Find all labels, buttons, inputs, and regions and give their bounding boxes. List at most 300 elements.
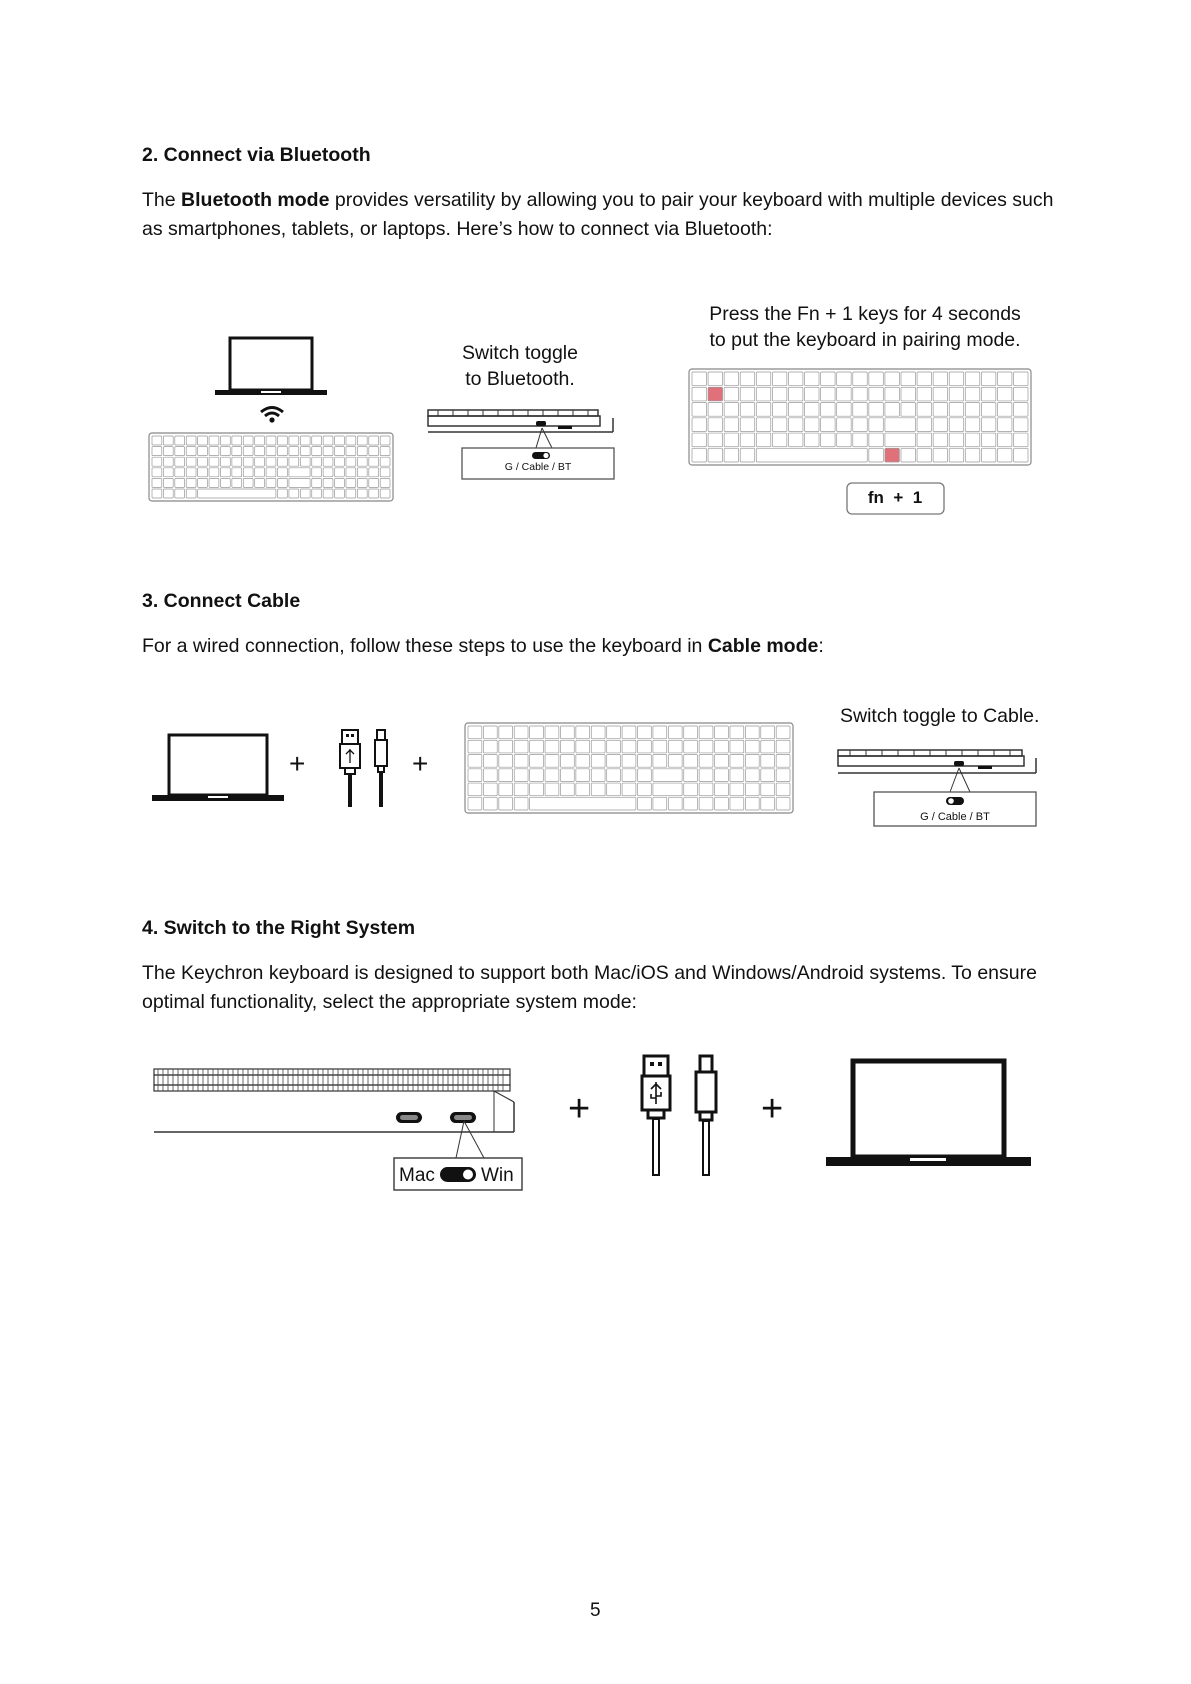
key (933, 387, 947, 401)
key (175, 436, 185, 445)
key (380, 457, 390, 466)
key (653, 726, 667, 739)
key (761, 740, 775, 753)
key (380, 436, 390, 445)
para-text: provides versatility by allowing you to pair your keyboard with multiple devices such as smartphones, tablets, or laptops. Here’s how to connect via Bluetooth: (142, 189, 1054, 240)
para-text: : (818, 635, 824, 657)
key (243, 468, 253, 477)
key (175, 489, 185, 498)
key (335, 457, 345, 466)
highlighted-key (708, 387, 722, 401)
key (788, 418, 802, 432)
key (965, 387, 979, 401)
key (917, 403, 931, 417)
key (278, 489, 288, 498)
key (591, 740, 605, 753)
key (622, 726, 636, 739)
key (514, 755, 528, 768)
key (243, 436, 253, 445)
key (949, 372, 963, 386)
key (468, 783, 482, 796)
key (278, 436, 288, 445)
caption-switch-toggle (430, 340, 610, 392)
key (545, 783, 559, 796)
switch-label: G / Cable / BT (920, 811, 990, 823)
key (243, 457, 253, 466)
key (560, 783, 574, 796)
key (745, 755, 759, 768)
key (981, 387, 995, 401)
key (209, 457, 219, 466)
key (300, 489, 310, 498)
usb-c-cable-icon (694, 1054, 718, 1178)
key (869, 433, 883, 447)
key (869, 403, 883, 417)
key (949, 448, 963, 462)
key (724, 372, 738, 386)
key (997, 448, 1011, 462)
key (220, 468, 230, 477)
key (837, 387, 851, 401)
key (653, 740, 667, 753)
key (653, 755, 667, 768)
key (530, 769, 544, 782)
key (560, 726, 574, 739)
key (198, 457, 208, 466)
key (607, 783, 621, 796)
key (576, 769, 590, 782)
key (346, 457, 356, 466)
key (209, 436, 219, 445)
key (514, 783, 528, 796)
highlighted-key (885, 448, 899, 462)
key (266, 436, 276, 445)
key (715, 783, 729, 796)
key (740, 433, 754, 447)
key (761, 769, 775, 782)
key (209, 468, 219, 477)
para-bold-term: Cable mode (707, 635, 819, 657)
key (346, 468, 356, 477)
key (715, 797, 729, 810)
key (917, 448, 931, 462)
key (724, 403, 738, 417)
key (740, 448, 754, 462)
key (220, 436, 230, 445)
key (232, 468, 242, 477)
key (591, 726, 605, 739)
key (300, 447, 310, 456)
key (622, 783, 636, 796)
key (220, 447, 230, 456)
key (756, 448, 867, 462)
key (266, 447, 276, 456)
key (805, 418, 819, 432)
key (933, 418, 947, 432)
key (821, 372, 835, 386)
key (163, 436, 173, 445)
key (255, 457, 265, 466)
key (708, 403, 722, 417)
key (684, 769, 698, 782)
key (607, 769, 621, 782)
usb-c-cable-icon (373, 728, 389, 808)
key (369, 436, 379, 445)
key (220, 478, 230, 487)
key (622, 740, 636, 753)
key (668, 726, 682, 739)
key (776, 783, 790, 796)
key (684, 755, 698, 768)
key (335, 447, 345, 456)
key (545, 740, 559, 753)
key (175, 468, 185, 477)
key (724, 418, 738, 432)
caption-line: to Bluetooth. (465, 368, 575, 390)
key (175, 457, 185, 466)
para-text: The (142, 189, 182, 211)
key (483, 797, 497, 810)
key (622, 769, 636, 782)
key (917, 433, 931, 447)
key (699, 797, 713, 810)
key (346, 478, 356, 487)
keyboard-side-os-switch-diagram (154, 1066, 524, 1196)
key (576, 783, 590, 796)
plus-sign: + (568, 1088, 591, 1130)
key (949, 418, 963, 432)
key (591, 769, 605, 782)
key (740, 372, 754, 386)
key (638, 769, 652, 782)
key (499, 769, 513, 782)
key (668, 755, 682, 768)
key (708, 372, 722, 386)
key (761, 797, 775, 810)
key (346, 447, 356, 456)
key (821, 403, 835, 417)
key (708, 448, 722, 462)
key (684, 783, 698, 796)
key (730, 726, 744, 739)
key (530, 755, 544, 768)
key (684, 740, 698, 753)
key (805, 387, 819, 401)
key (380, 468, 390, 477)
key (530, 797, 636, 810)
key (699, 769, 713, 782)
key (745, 740, 759, 753)
key (965, 448, 979, 462)
key (805, 372, 819, 386)
key (369, 457, 379, 466)
key (483, 740, 497, 753)
key (335, 436, 345, 445)
key (853, 433, 867, 447)
key (576, 755, 590, 768)
key (163, 447, 173, 456)
key (724, 448, 738, 462)
key (380, 447, 390, 456)
key (740, 418, 754, 432)
key (369, 447, 379, 456)
key (186, 436, 196, 445)
key (917, 372, 931, 386)
key (837, 433, 851, 447)
key (255, 436, 265, 445)
key (152, 478, 162, 487)
key (545, 726, 559, 739)
key (981, 448, 995, 462)
key (772, 387, 786, 401)
plus-sign: + (412, 748, 429, 779)
key (369, 478, 379, 487)
key (312, 447, 322, 456)
section-2-heading: 2. Connect via Bluetooth (142, 144, 371, 166)
key (965, 418, 979, 432)
key (745, 769, 759, 782)
key (699, 755, 713, 768)
key (198, 436, 208, 445)
key (997, 418, 1011, 432)
key (730, 797, 744, 810)
key (1014, 418, 1028, 432)
key (756, 372, 770, 386)
key (232, 436, 242, 445)
key (853, 387, 867, 401)
key (997, 372, 1011, 386)
section-2-paragraph (142, 186, 1062, 244)
key (756, 403, 770, 417)
key (853, 372, 867, 386)
key (323, 468, 333, 477)
key (853, 418, 867, 432)
keyboard-icon (148, 432, 394, 502)
key (692, 387, 706, 401)
key (997, 433, 1011, 447)
key (869, 387, 883, 401)
key (761, 755, 775, 768)
key (514, 740, 528, 753)
key (684, 726, 698, 739)
key (997, 387, 1011, 401)
key (499, 726, 513, 739)
key (369, 489, 379, 498)
key (933, 372, 947, 386)
key (560, 769, 574, 782)
key (885, 403, 899, 417)
key (357, 447, 367, 456)
key (232, 457, 242, 466)
key (788, 387, 802, 401)
key (949, 433, 963, 447)
key (715, 740, 729, 753)
key (266, 468, 276, 477)
key (289, 436, 299, 445)
key (483, 783, 497, 796)
key (152, 489, 162, 498)
key (788, 403, 802, 417)
key (821, 387, 835, 401)
key (981, 403, 995, 417)
key (692, 448, 706, 462)
keyboard-icon (688, 368, 1032, 466)
key (323, 447, 333, 456)
key (699, 783, 713, 796)
plus-sign: + (289, 748, 306, 779)
key (821, 433, 835, 447)
key (186, 468, 196, 477)
key (622, 755, 636, 768)
key (499, 740, 513, 753)
key (530, 783, 544, 796)
key (545, 769, 559, 782)
key (266, 457, 276, 466)
key (981, 433, 995, 447)
plus-sign: + (761, 1088, 784, 1130)
key (152, 447, 162, 456)
key (289, 489, 299, 498)
key (468, 726, 482, 739)
key (837, 372, 851, 386)
switch-label: G / Cable / BT (504, 461, 572, 473)
key (255, 447, 265, 456)
win-label: Win (481, 1165, 514, 1186)
key (483, 769, 497, 782)
key (357, 478, 367, 487)
key (756, 387, 770, 401)
key (1014, 403, 1028, 417)
key (885, 418, 916, 432)
key (468, 755, 482, 768)
key (357, 436, 367, 445)
key (885, 433, 916, 447)
key (369, 468, 379, 477)
key (323, 489, 333, 498)
key (278, 447, 288, 456)
key (715, 755, 729, 768)
key (278, 468, 288, 477)
key (220, 457, 230, 466)
mac-label: Mac (399, 1165, 435, 1186)
key (175, 447, 185, 456)
key (730, 769, 744, 782)
key (724, 387, 738, 401)
key (653, 783, 682, 796)
key (607, 726, 621, 739)
key (684, 797, 698, 810)
key (869, 448, 883, 462)
caption-line: to put the keyboard in pairing mode. (709, 329, 1021, 351)
key (545, 755, 559, 768)
key (756, 418, 770, 432)
caption-pairing-mode (690, 301, 1040, 353)
key (468, 797, 482, 810)
key (901, 403, 915, 417)
section-3-paragraph (142, 632, 1062, 661)
key (1014, 372, 1028, 386)
key (901, 372, 915, 386)
section-4-paragraph: The Keychron keyboard is designed to support both Mac/iOS and Windows/Android systems. To ensure optimal functionality, select the appropriate system mode: (142, 962, 1037, 1013)
key (692, 418, 706, 432)
key (772, 418, 786, 432)
key (163, 457, 173, 466)
key (805, 433, 819, 447)
key (312, 478, 322, 487)
key (335, 489, 345, 498)
key (653, 769, 682, 782)
key (638, 755, 652, 768)
key (740, 403, 754, 417)
section-4-heading: 4. Switch to the Right System (142, 917, 416, 939)
key (730, 783, 744, 796)
key (638, 783, 652, 796)
key (312, 457, 322, 466)
caption-switch-cable: Switch toggle to Cable. (840, 705, 1040, 727)
laptop-icon (152, 733, 284, 803)
key (312, 489, 322, 498)
wifi-icon (259, 405, 285, 423)
key (186, 478, 196, 487)
key (323, 478, 333, 487)
key (699, 740, 713, 753)
key (869, 418, 883, 432)
key (730, 740, 744, 753)
key (152, 457, 162, 466)
key (740, 387, 754, 401)
key (772, 403, 786, 417)
para-text: For a wired connection, follow these steps to use the keyboard in (142, 635, 708, 657)
laptop-icon (826, 1058, 1031, 1168)
key (289, 468, 310, 477)
key (776, 726, 790, 739)
key (209, 478, 219, 487)
key (186, 457, 196, 466)
key (530, 726, 544, 739)
key (885, 387, 899, 401)
key (933, 433, 947, 447)
key (745, 726, 759, 739)
key (1014, 433, 1028, 447)
key (653, 797, 667, 810)
key (965, 433, 979, 447)
key (730, 755, 744, 768)
key (788, 433, 802, 447)
key (745, 797, 759, 810)
key (607, 740, 621, 753)
key (776, 797, 790, 810)
key (357, 468, 367, 477)
key (514, 726, 528, 739)
key (917, 418, 931, 432)
key (965, 403, 979, 417)
key (576, 740, 590, 753)
page-number: 5 (590, 1600, 601, 1621)
key (468, 740, 482, 753)
key (933, 403, 947, 417)
key (668, 740, 682, 753)
key (901, 387, 915, 401)
key (745, 783, 759, 796)
key (761, 726, 775, 739)
key (152, 468, 162, 477)
key (289, 457, 299, 466)
key (255, 478, 265, 487)
key (821, 418, 835, 432)
key (981, 418, 995, 432)
key (312, 468, 322, 477)
key (232, 447, 242, 456)
